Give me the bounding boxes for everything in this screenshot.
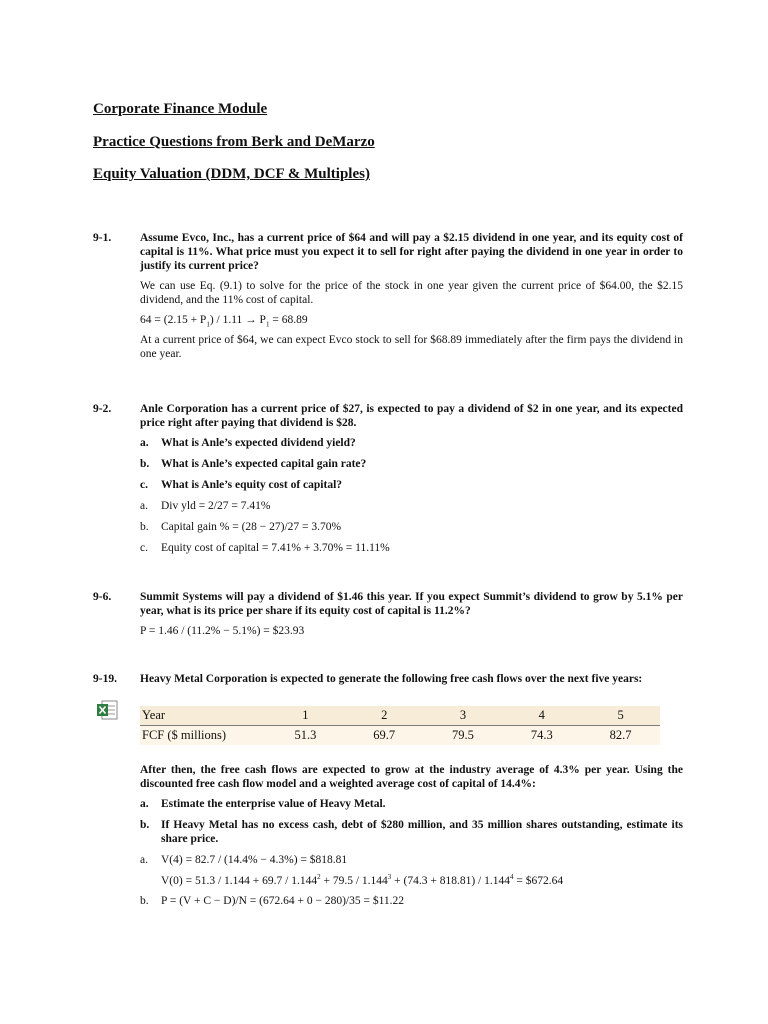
question-number: 9-19. [93,673,117,685]
question-text: Heavy Metal Corporation is expected to generate the following free cash flows over the next five years: [140,673,643,685]
answer-part: b. P = (V + C − D)/N = (672.64 + 0 − 280)/35 = $11.22 [140,895,405,907]
question-part: a. Estimate the enterprise value of Heavy Metal. [140,798,386,810]
answer-text: P = 1.46 / (11.2% − 5.1%) = $23.93 [140,625,305,637]
answer-part: a. V(4) = 82.7 / (14.4% − 4.3%) = $818.81 [140,854,348,866]
question-text: After then, the free cash flows are expected to grow at the industry average of 4.3% per year. Using the discounted free cash flow model and a weighted average cost of capital of 14.4%: [140,764,683,790]
answer-part: b. Capital gain % = (28 − 27)/27 = 3.70% [140,521,342,533]
question-part: b. If Heavy Metal has no excess cash, debt of $280 million, and 35 million shares outstanding, estimate its share price. [140,819,683,845]
question-text: Assume Evco, Inc., has a current price of $64 and will pay a $2.15 dividend in one year, and its equity cost of capital is 11%. What price must you expect it to sell for right after paying the dividend in one year in order to justify its current price? [140,232,683,272]
table-row: FCF ($ millions) 51.3 69.7 79.5 74.3 82.7 [140,726,660,746]
question-9-6 [93,590,683,644]
topic-title: Equity Valuation (DDM, DCF & Multiples) [93,166,370,182]
question-text: Summit Systems will pay a dividend of $1.46 this year. If you expect Summit’s dividend to grow by 5.1% per year, what is its price per share if its equity cost of capital is 11.2%? [140,591,683,617]
fcf-table [140,706,660,745]
question-number: 9-6. [93,591,112,603]
module-title: Corporate Finance Module [93,101,268,117]
answer-part: a. Div yld = 2/27 = 7.41% [140,500,271,512]
question-number: 9-2. [93,403,112,415]
question-part: c. What is Anle’s equity cost of capital? [140,479,343,491]
question-part: b. What is Anle’s expected capital gain rate? [140,458,367,470]
question-9-19-intro [93,672,683,692]
question-text: Anle Corporation has a current price of $27, is expected to pay a dividend of $2 in one year, and its expected price right after paying that dividend is $28. [140,403,683,429]
answer-equation: $64 = (2.15 + P_1) / 1.11 \to P_1 = 68.89$ [140,314,308,329]
excel-file-icon [96,700,118,720]
answer-text: We can use Eq. (9.1) to solve for the price of the stock in one year given the current price of $64.00, the $2.15 dividend, and the 11% cost of capital. [140,280,683,306]
question-number: 9-1. [93,232,112,244]
question-9-2 [93,402,683,562]
answer-part: c. Equity cost of capital = 7.41% + 3.70% = 11.11% [140,542,390,554]
answer-conclusion: At a current price of $64, we can expect Evco stock to sell for $68.89 immediately after the firm pays the dividend in one year. [140,334,683,360]
question-part: a. What is Anle’s expected dividend yield? [140,437,356,449]
question-9-1 [93,231,683,367]
fcf-table-container [140,706,660,745]
answer-equation: $V(0) = 51.3 / 1.144 + 69.7 / 1.144^2 + 79.5 / 1.144^3 + (74.3 + 818.81) / 1.144^4$ = $672.64 [161,873,564,887]
source-title: Practice Questions from Berk and DeMarzo [93,134,375,150]
question-9-19-body [93,763,683,915]
table-header-row: Year 1 2 3 4 5 [140,706,660,726]
